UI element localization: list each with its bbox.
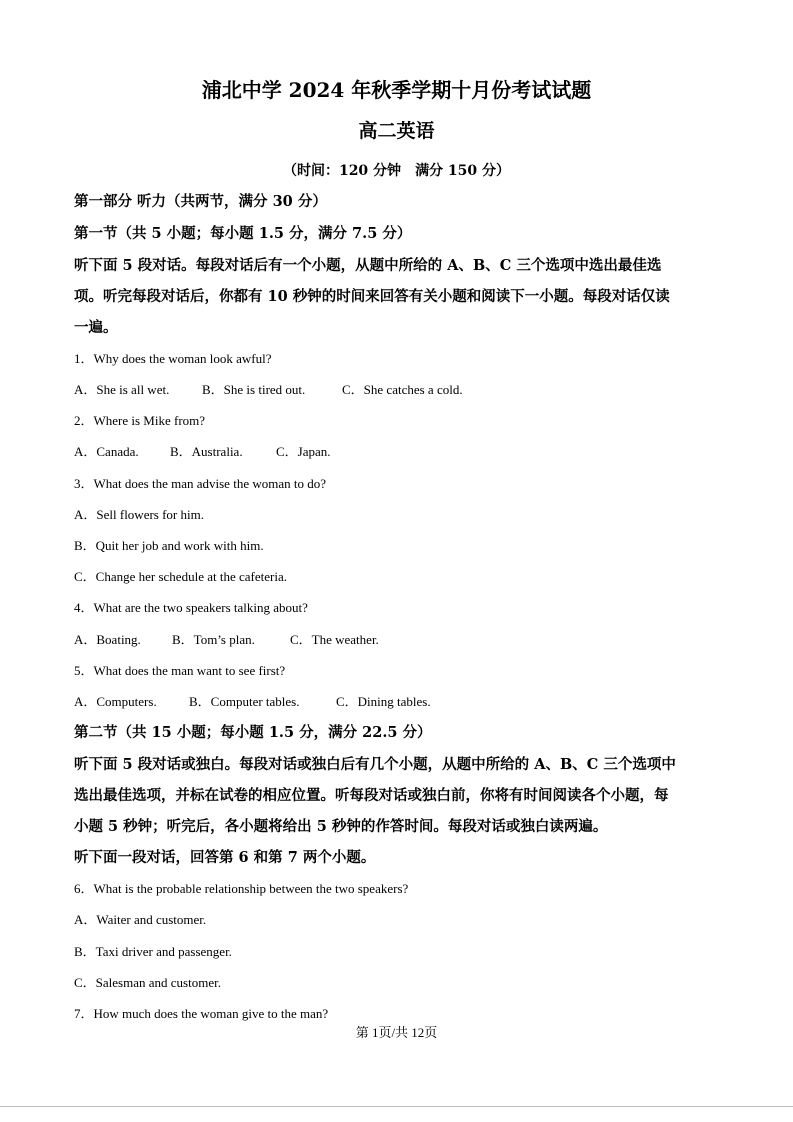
option-c: C．Change her schedule at the cafeteria. [74,569,287,584]
option-c: C．The weather. [290,632,379,647]
page-number: 第 1页/共 12页 [355,1025,438,1040]
exam-title: 浦北中学 2024 年秋季学期十月份考试试题 [201,78,592,102]
option-b: B．Tom’s plan. [172,632,255,647]
exam-time-info [0,161,793,181]
time-label: （时间：120 分钟 [282,163,402,179]
section1-instruction-line: 一遍。 [74,319,118,336]
option-a: A．Sell flowers for him. [74,507,204,522]
option-a: A．Waiter and customer. [74,912,207,927]
question-options [74,443,331,461]
question-options [74,631,379,649]
question-options [74,381,463,399]
option-a: A．Boating. [74,632,141,647]
question-stem: 6．What is the probable relationship between the two speakers? [74,881,409,896]
option-a: A．Canada. [74,444,139,459]
score-label: 满分 150 分） [415,163,511,179]
section2-instruction-line: 小题 5 秒钟；听完后，各小题将给出 5 秒钟的作答时间。每段对话或独白读两遍。 [74,818,608,835]
question-stem: 7．How much does the woman give to the man? [74,1006,329,1021]
question-stem: 4．What are the two speakers talking about? [74,600,308,615]
option-b: B．She is tired out. [202,382,306,397]
option-b: B．Quit her job and work with him. [74,538,264,553]
option-b: B．Taxi driver and passenger. [74,944,232,959]
section2-instruction-line: 选出最佳选项，并标在试卷的相应位置。听每段对话或独白前，你将有时间阅读各个小题，每 [74,787,669,804]
section2-instruction-line: 听下面 5 段对话或独白。每段对话或独白后有几个小题，从题中所给的 A、B、C 三个选项中 [74,756,676,773]
question-stem: 3．What does the man advise the woman to do? [74,476,326,491]
option-c: C．Japan. [276,444,331,459]
option-a: A．Computers. [74,694,157,709]
option-c: C．Dining tables. [336,694,431,709]
option-c: C．Salesman and customer. [74,975,221,990]
page-bottom-divider [0,1106,793,1107]
question-options [74,693,431,711]
option-a: A．She is all wet. [74,382,170,397]
section1-instruction-line: 听下面 5 段对话。每段对话后有一个小题，从题中所给的 A、B、C 三个选项中选出最佳选 [74,257,662,274]
question-stem: 1．Why does the woman look awful? [74,351,272,366]
section2-heading: 第二节（共 15 小题；每小题 1.5 分，满分 22.5 分） [74,724,432,741]
group-intro: 听下面一段对话，回答第 6 和第 7 两个小题。 [74,849,376,866]
section1-heading: 第一节（共 5 小题；每小题 1.5 分，满分 7.5 分） [74,225,412,242]
section1-instruction-line: 项。听完每段对话后，你都有 10 秒钟的时间来回答有关小题和阅读下一小题。每段对话仅读 [74,288,670,305]
question-stem: 5．What does the man want to see first? [74,663,286,678]
part1-heading: 第一部分 听力（共两节，满分 30 分） [74,193,327,210]
question-stem: 2．Where is Mike from? [74,413,206,428]
option-c: C．She catches a cold. [342,382,463,397]
exam-subject: 高二英语 [358,120,435,142]
option-b: B．Computer tables. [189,694,300,709]
option-b: B．Australia. [170,444,243,459]
